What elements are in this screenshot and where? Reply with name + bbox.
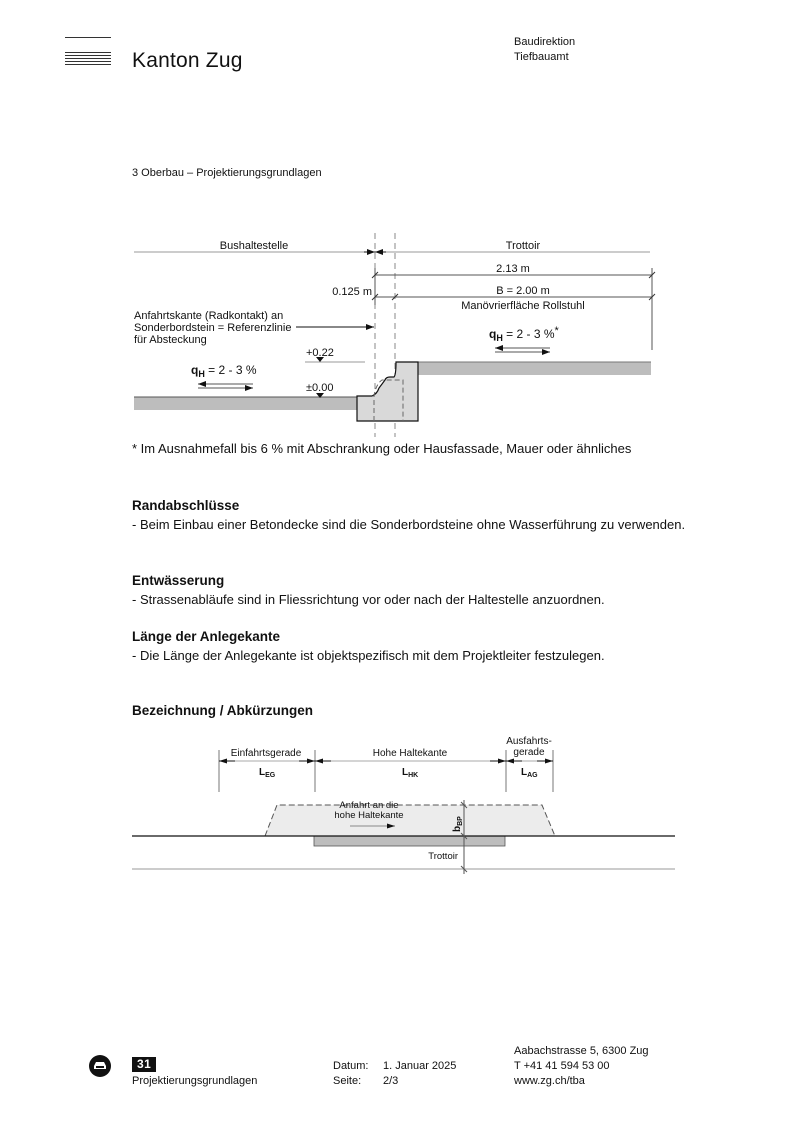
- section-title: Entwässerung: [132, 573, 225, 588]
- car-icon: [88, 1054, 112, 1078]
- footnote: * Im Ausnahmefall bis 6 % mit Abschrankung oder Hausfassade, Mauer oder ähnliches: [132, 441, 632, 456]
- section-title: Randabschlüsse: [132, 498, 240, 513]
- label-b-bp: $b_{BP}$: [452, 816, 464, 832]
- section-abkuerzungen: [132, 702, 692, 720]
- label-anfahrt-1: Anfahrt an die: [339, 800, 399, 811]
- document-name: Projektierungsgrundlagen: [132, 1075, 258, 1087]
- label-manoevrierflaeche: Manövrierfläche Rollstuhl: [461, 300, 585, 312]
- phone: T +41 41 594 53 00: [514, 1060, 610, 1072]
- label-anfahrt-2: hohe Haltekante: [334, 810, 404, 821]
- section-entwaesserung: [132, 572, 692, 609]
- plan-view-diagram: [0, 730, 794, 880]
- section-title: Bezeichnung / Abkürzungen: [132, 703, 314, 718]
- seite-value: 2/3: [383, 1075, 399, 1087]
- chapter-title: 3 Oberbau – Projektierungsgrundlagen: [132, 167, 322, 179]
- datum-value: 1. Januar 2025: [383, 1060, 457, 1072]
- bullet: - Die Länge der Anlegekante ist objektspezifisch mit dem Projektleiter festzulegen.: [132, 648, 605, 663]
- department-line: Tiefbauamt: [514, 51, 569, 63]
- bullet: - Beim Einbau einer Betondecke sind die Sonderbordsteine ohne Wasserführung zu verwenden.: [132, 517, 686, 532]
- label-einfahrtsgerade: Einfahrtsgerade: [230, 748, 302, 759]
- cross-section-diagram: [0, 0, 794, 440]
- label-ausfahrt-2: gerade: [513, 747, 545, 758]
- address: Aabachstrasse 5, 6300 Zug: [514, 1045, 649, 1057]
- brand-name: Kanton Zug: [132, 49, 243, 72]
- level-zero: ±0.00: [306, 382, 334, 394]
- dim-b: B = 2.00 m: [496, 285, 550, 297]
- datum-label: Datum:: [333, 1060, 369, 1072]
- label-anfahrtskante-1: Anfahrtskante (Radkontakt) an: [134, 310, 284, 322]
- section-title: Länge der Anlegekante: [132, 629, 281, 644]
- department-line: Baudirektion: [514, 36, 576, 48]
- slope-left: $q_H = 2 - 3$ %: [191, 363, 257, 379]
- dim-offset: 0.125 m: [332, 286, 372, 298]
- bullet: - Strassenabläufe sind in Fliessrichtung vor oder nach der Haltestelle anzuordnen.: [132, 592, 605, 607]
- label-l-eg: $L_{EG}$: [259, 767, 276, 779]
- label-ausfahrt-1: Ausfahrts-: [506, 736, 552, 747]
- label-hohe-haltekante: Hohe Haltekante: [372, 748, 448, 759]
- section-laenge-anlegekante: [132, 628, 692, 665]
- label-l-ag: $L_{AG}$: [521, 767, 538, 779]
- label-bushaltestelle: Bushaltestelle: [219, 240, 289, 252]
- level-high: +0.22: [306, 347, 334, 359]
- dim-total: 2.13 m: [496, 263, 530, 275]
- label-trottoir: Trottoir: [505, 240, 541, 252]
- document-number-badge: 31: [132, 1057, 156, 1072]
- label-trottoir: Trottoir: [428, 851, 458, 862]
- label-anfahrtskante-3: für Absteckung: [134, 334, 207, 346]
- slope-right: $q_H = 2 - 3$ %*: [489, 325, 559, 343]
- website-link[interactable]: www.zg.ch/tba: [514, 1075, 585, 1087]
- seite-label: Seite:: [333, 1075, 362, 1087]
- label-anfahrtskante-2: Sonderbordstein = Referenzlinie: [134, 322, 292, 334]
- section-randabschluesse: [132, 497, 692, 534]
- label-l-hk: $L_{HK}$: [402, 767, 419, 779]
